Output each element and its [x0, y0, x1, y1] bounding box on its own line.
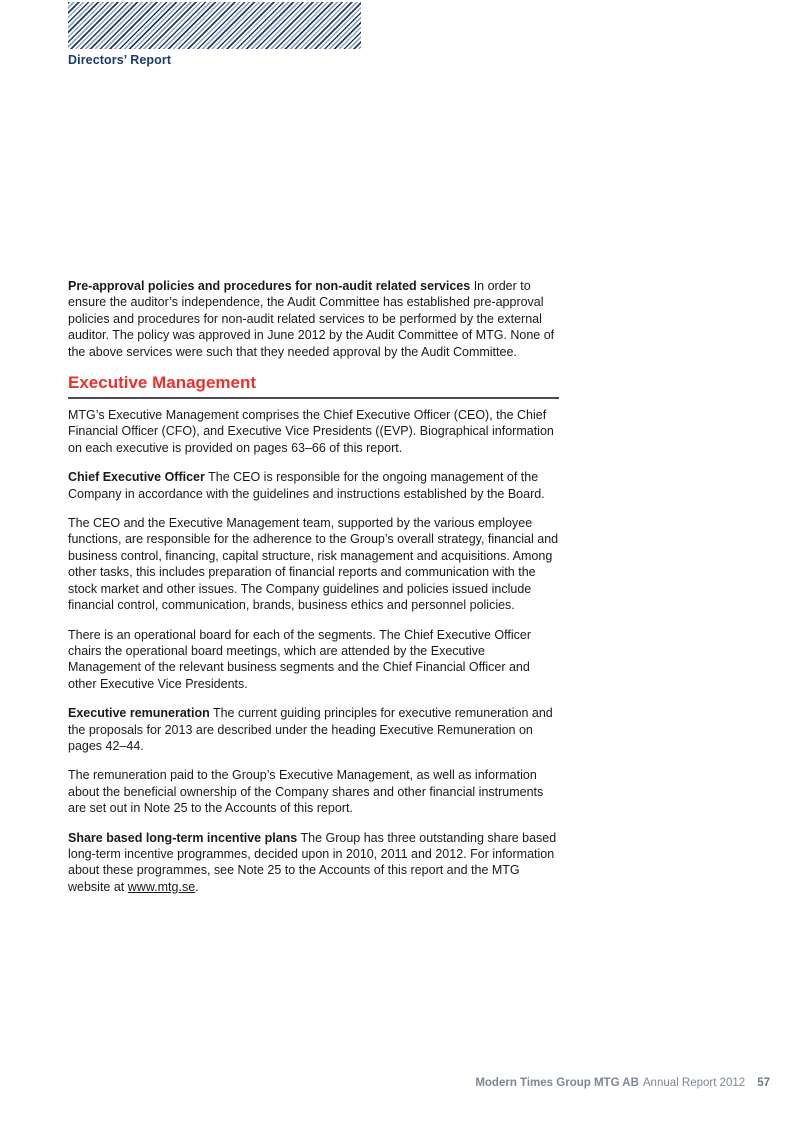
paragraph-operational-board	[68, 627, 559, 693]
hatch-pattern-banner	[68, 2, 361, 49]
directors-report-label: Directors’ Report	[68, 53, 172, 67]
paragraph-ceo-team	[68, 515, 559, 613]
paragraph-text: The remuneration paid to the Group’s Executive Management, as well as information about the beneficial ownership of the Company shares and other financial instruments are set out in Note 25 to the Accounts of this report.	[68, 768, 544, 816]
paragraph-text: The current guiding principles for executive remuneration and the proposals for 2013 are described under the heading Executive Remuneration on pages 42–44.	[68, 706, 553, 753]
paragraph-text: The CEO is responsible for the ongoing management of the Company in accordance with the guidelines and instructions established by the Board.	[68, 470, 545, 501]
main-text-column	[68, 278, 559, 908]
paragraph-remuneration-paid	[68, 767, 559, 816]
paragraph-text: MTG’s Executive Management comprises the Chief Executive Officer (CEO), the Chief Financial Officer (CFO), and Executive Vice Presidents ((EVP). Biographical information on each executive is provided on pages 63–66 of this report.	[68, 408, 554, 455]
paragraph-chief-executive-officer	[68, 469, 559, 502]
paragraph-text: The Group has three outstanding share based long-term incentive programmes, decided upon in 2010, 2011 and 2012. For information about these programmes, see Note 25 to the Accounts of this report and the MTG website at	[68, 830, 557, 894]
paragraph-share-based-plans	[68, 830, 559, 896]
paragraph-text: In order to ensure the auditor’s independence, the Audit Committee has established pre-approval policies and procedures for non-audit related services to be performed by the external auditor. The policy was approved in June 2012 by the Audit Committee of MTG. None of the above services were such that they needed approval by the Audit Committee.	[68, 279, 555, 359]
mtg-website-link[interactable]: www.mtg.se	[127, 879, 196, 894]
page-footer	[475, 1077, 770, 1089]
paragraph-lead: Executive remuneration	[68, 706, 210, 721]
paragraph-executive-remuneration	[68, 705, 559, 754]
paragraph-after-link: .	[195, 879, 199, 894]
paragraph-lead: Chief Executive Officer	[68, 470, 205, 485]
paragraph-text: The CEO and the Executive Management team, supported by the various employee functions, are responsible for the adherence to the Group’s overall strategy, financial and business control, financing, capital structure, risk management and acquisitions. Among other tasks, this includes preparation of financial reports and communication with the stock market and other issues. The Company guidelines and policies issued include financial control, communication, brands, business ethics and personnel policies.	[68, 516, 559, 613]
footer-company-name: Modern Times Group MTG AB	[475, 1077, 639, 1089]
section-heading-executive-management: Executive Management	[68, 373, 257, 393]
footer-report-title: Annual Report 2012	[642, 1077, 746, 1089]
paragraph-mtg-executive-management	[68, 407, 559, 456]
footer-page-number: 57	[757, 1077, 770, 1089]
section-rule	[68, 397, 559, 399]
paragraph-text: There is an operational board for each of the segments. The Chief Executive Officer chairs the operational board meetings, which are attended by the Executive Management of the relevant business segments and the Chief Financial Officer and other Executive Vice Presidents.	[68, 627, 531, 691]
paragraph-lead: Pre-approval policies and procedures for non-audit related services	[68, 279, 471, 293]
paragraph-lead: Share based long-term incentive plans	[68, 830, 298, 845]
paragraph-pre-approval	[68, 278, 559, 360]
